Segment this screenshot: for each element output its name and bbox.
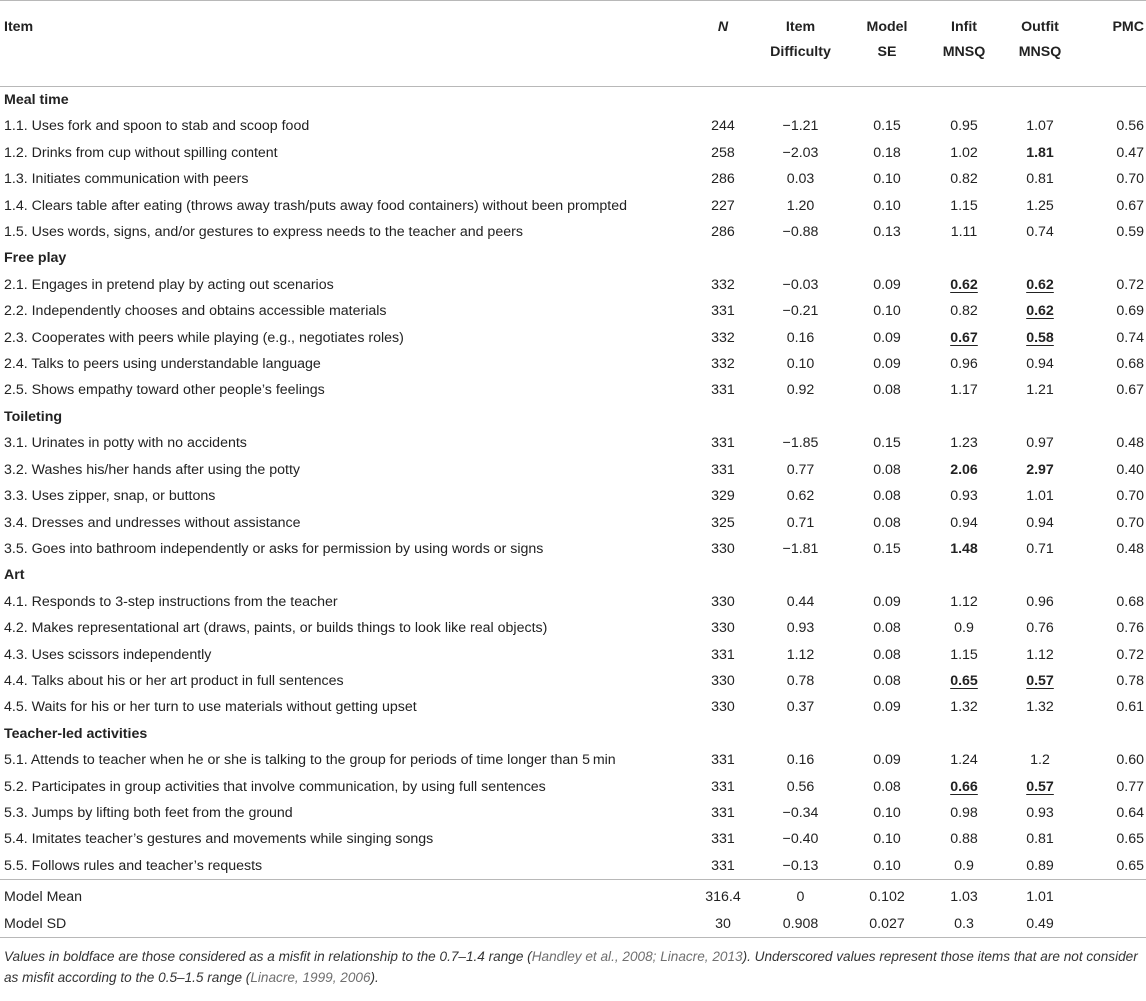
infit-mnsq-value: 0.96 [950, 356, 978, 373]
n-value: 286 [711, 224, 735, 241]
infit-mnsq: 0.3 [926, 911, 1002, 938]
pmc-value: 0.61 [1116, 699, 1144, 716]
infit-mnsq [926, 694, 1002, 720]
outfit-mnsq-value: 0.89 [1026, 857, 1054, 874]
n-value: 331 [711, 857, 735, 874]
difficulty-value: 0.37 [786, 699, 815, 716]
pmc-value: 0.47 [1116, 144, 1144, 161]
infit-mnsq-value: 0.82 [950, 303, 978, 320]
model-se-value: 0.027 [848, 911, 926, 938]
item-description: 1.2. Drinks from cup without spilling content [4, 144, 278, 161]
difficulty-value: 0.16 [786, 329, 815, 346]
infit-mnsq [926, 325, 1002, 351]
outfit-mnsq [1002, 483, 1078, 509]
item-description: 1.1. Uses fork and spoon to stab and scoop food [4, 118, 310, 135]
outfit-mnsq [1002, 853, 1078, 880]
header-infit: Infit MNSQ [926, 1, 1002, 87]
pmc-value: 0.78 [1116, 672, 1144, 689]
n-value: 325 [711, 514, 735, 531]
model-se-value: 0.08 [873, 488, 901, 505]
n-value: 316.4 [693, 880, 753, 911]
table-header [0, 1, 1146, 87]
infit-mnsq-value: 0.66 [950, 778, 978, 795]
infit-mnsq [926, 642, 1002, 668]
n-value: 330 [711, 672, 735, 689]
infit-mnsq [926, 853, 1002, 880]
n-value: 330 [711, 593, 735, 610]
outfit-mnsq [1002, 377, 1078, 403]
infit-mnsq [926, 140, 1002, 166]
infit-mnsq-value: 0.62 [950, 276, 978, 293]
infit-mnsq [926, 747, 1002, 773]
section-heading-row [0, 404, 1146, 430]
outfit-mnsq-value: 0.94 [1026, 356, 1054, 373]
infit-mnsq-value: 1.11 [950, 224, 978, 241]
summary-label: Model Mean [0, 880, 693, 911]
infit-mnsq [926, 536, 1002, 562]
n-value: 329 [711, 488, 735, 505]
table-row [0, 800, 1146, 826]
table-row [0, 140, 1146, 166]
table-row [0, 351, 1146, 377]
table-row [0, 694, 1146, 720]
infit-mnsq [926, 800, 1002, 826]
outfit-mnsq-value: 1.81 [1026, 144, 1054, 161]
model-se-value: 0.08 [873, 778, 901, 795]
citation-link[interactable]: Handley et al., 2008; Linacre, 2013 [531, 949, 743, 964]
item-description: 1.5. Uses words, signs, and/or gestures to express needs to the teacher and peers [4, 224, 523, 241]
outfit-mnsq [1002, 457, 1078, 483]
model-se-value: 0.10 [873, 804, 901, 821]
n-value: 331 [711, 435, 735, 452]
table-row [0, 853, 1146, 880]
outfit-mnsq-value: 1.12 [1026, 646, 1054, 663]
infit-mnsq-value: 1.23 [950, 435, 978, 452]
model-se-value: 0.15 [873, 540, 901, 557]
difficulty-value: −0.13 [782, 857, 819, 874]
infit-mnsq [926, 272, 1002, 298]
item-description: 4.3. Uses scissors independently [4, 646, 212, 663]
n-value: 332 [711, 356, 735, 373]
n-value: 227 [711, 197, 735, 214]
outfit-mnsq-value: 1.25 [1026, 197, 1054, 214]
outfit-mnsq-value: 0.58 [1026, 329, 1054, 346]
outfit-mnsq [1002, 615, 1078, 641]
outfit-mnsq-value: 0.81 [1026, 171, 1054, 188]
n-value: 332 [711, 276, 735, 293]
outfit-mnsq [1002, 113, 1078, 139]
outfit-mnsq [1002, 642, 1078, 668]
outfit-mnsq: 0.49 [1002, 911, 1078, 938]
pmc-value: 0.48 [1116, 540, 1144, 557]
pmc-value: 0.72 [1116, 276, 1144, 293]
pmc-value: 0.64 [1116, 804, 1144, 821]
outfit-mnsq [1002, 536, 1078, 562]
outfit-mnsq: 1.01 [1002, 880, 1078, 911]
infit-mnsq [926, 298, 1002, 324]
summary-label: Model SD [0, 911, 693, 938]
difficulty-value: −1.85 [782, 435, 819, 452]
item-description: 3.4. Dresses and undresses without assistance [4, 514, 301, 531]
infit-mnsq-value: 0.65 [950, 672, 978, 689]
table-row [0, 298, 1146, 324]
model-se-value: 0.09 [873, 593, 901, 610]
outfit-mnsq [1002, 747, 1078, 773]
section-title: Toileting [4, 408, 63, 425]
item-description: 5.1. Attends to teacher when he or she is talking to the group for periods of time longer than 5 min [4, 752, 616, 769]
item-description: 4.1. Responds to 3-step instructions from the teacher [4, 593, 338, 610]
pmc-value: 0.74 [1116, 329, 1144, 346]
n-value: 330 [711, 620, 735, 637]
n-value: 331 [711, 646, 735, 663]
difficulty-value: 0.62 [786, 488, 815, 505]
model-se-value: 0.09 [873, 356, 901, 373]
section-heading-row [0, 87, 1146, 114]
outfit-mnsq-value: 1.01 [1026, 488, 1054, 505]
infit-mnsq-value: 0.82 [950, 171, 978, 188]
n-value: 258 [711, 144, 735, 161]
outfit-mnsq-value: 0.96 [1026, 593, 1054, 610]
infit-mnsq-value: 0.94 [950, 514, 978, 531]
difficulty-value: 0.16 [786, 752, 815, 769]
difficulty-value: −1.21 [782, 118, 819, 135]
difficulty-value: 0 [753, 880, 848, 911]
outfit-mnsq-value: 0.71 [1026, 540, 1054, 557]
model-se-value: 0.18 [873, 144, 901, 161]
outfit-mnsq [1002, 589, 1078, 615]
outfit-mnsq-value: 1.32 [1026, 699, 1054, 716]
table-row [0, 668, 1146, 694]
pmc-value: 0.65 [1116, 831, 1144, 848]
outfit-mnsq [1002, 430, 1078, 456]
model-se-value: 0.09 [873, 276, 901, 293]
table-row [0, 774, 1146, 800]
infit-mnsq-value: 1.48 [950, 540, 978, 557]
item-description: 4.2. Makes representational art (draws, paints, or builds things to look like real objects) [4, 620, 548, 637]
infit-mnsq-value: 1.02 [950, 144, 978, 161]
outfit-mnsq-value: 0.97 [1026, 435, 1054, 452]
outfit-mnsq-value: 0.62 [1026, 276, 1054, 293]
infit-mnsq-value: 1.15 [950, 646, 978, 663]
n-value: 244 [711, 118, 735, 135]
section-title: Free play [4, 250, 67, 267]
model-se-value: 0.09 [873, 752, 901, 769]
model-se-value: 0.09 [873, 329, 901, 346]
outfit-mnsq [1002, 140, 1078, 166]
difficulty-value: 0.56 [786, 778, 815, 795]
model-se-value: 0.08 [873, 514, 901, 531]
pmc-value [1078, 880, 1146, 911]
table-row [0, 457, 1146, 483]
difficulty-value: −2.03 [782, 144, 819, 161]
table-row [0, 193, 1146, 219]
outfit-mnsq [1002, 510, 1078, 536]
infit-mnsq-value: 0.98 [950, 804, 978, 821]
outfit-mnsq [1002, 166, 1078, 192]
table-row [0, 589, 1146, 615]
item-description: 2.1. Engages in pretend play by acting out scenarios [4, 276, 334, 293]
item-description: 3.1. Urinates in potty with no accidents [4, 435, 247, 452]
infit-mnsq [926, 668, 1002, 694]
pmc-value: 0.70 [1116, 514, 1144, 531]
outfit-mnsq-value: 0.81 [1026, 831, 1054, 848]
item-description: 5.3. Jumps by lifting both feet from the ground [4, 804, 293, 821]
table-row [0, 615, 1146, 641]
table-row [0, 272, 1146, 298]
outfit-mnsq [1002, 325, 1078, 351]
model-se-value: 0.08 [873, 620, 901, 637]
table-row [0, 325, 1146, 351]
table-row [0, 642, 1146, 668]
section-heading-row [0, 721, 1146, 747]
n-value: 331 [711, 382, 735, 399]
outfit-mnsq [1002, 774, 1078, 800]
summary-row [0, 911, 1146, 938]
difficulty-value: −0.34 [782, 804, 819, 821]
table-row [0, 166, 1146, 192]
outfit-mnsq-value: 1.2 [1030, 752, 1050, 769]
difficulty-value: −1.81 [782, 540, 819, 557]
outfit-mnsq-value: 0.57 [1026, 672, 1054, 689]
n-value: 331 [711, 752, 735, 769]
difficulty-value: 0.908 [753, 911, 848, 938]
infit-mnsq-value: 0.95 [950, 118, 978, 135]
pmc-value: 0.67 [1116, 197, 1144, 214]
item-description: 1.3. Initiates communication with peers [4, 171, 249, 188]
section-title: Meal time [4, 92, 69, 108]
model-se-value: 0.08 [873, 382, 901, 399]
outfit-mnsq [1002, 826, 1078, 852]
section-heading-row [0, 245, 1146, 271]
difficulty-value: −0.88 [782, 224, 819, 241]
pmc-value: 0.77 [1116, 778, 1144, 795]
infit-mnsq [926, 615, 1002, 641]
difficulty-value: 0.10 [786, 356, 815, 373]
section-title: Teacher-led activities [4, 725, 148, 742]
outfit-mnsq-value: 1.07 [1026, 118, 1054, 135]
section-heading-row [0, 562, 1146, 588]
item-description: 2.2. Independently chooses and obtains accessible materials [4, 303, 387, 320]
difficulty-value: 1.20 [786, 197, 815, 214]
infit-mnsq-value: 1.12 [950, 593, 978, 610]
model-se-value: 0.08 [873, 672, 901, 689]
model-se-value: 0.102 [848, 880, 926, 911]
table-row [0, 113, 1146, 139]
outfit-mnsq [1002, 668, 1078, 694]
difficulty-value: 1.12 [786, 646, 815, 663]
outfit-mnsq-value: 0.93 [1026, 804, 1054, 821]
outfit-mnsq-value: 0.76 [1026, 620, 1054, 637]
model-se-value: 0.10 [873, 171, 901, 188]
model-se-value: 0.09 [873, 699, 901, 716]
summary-row [0, 880, 1146, 911]
pmc-value: 0.70 [1116, 488, 1144, 505]
pmc-value [1078, 911, 1146, 938]
infit-mnsq [926, 826, 1002, 852]
pmc-value: 0.67 [1116, 382, 1144, 399]
item-description: 2.5. Shows empathy toward other people’s feelings [4, 382, 325, 399]
n-value: 331 [711, 303, 735, 320]
pmc-value: 0.65 [1116, 857, 1144, 874]
header-model-se: Model SE [848, 1, 926, 87]
infit-mnsq-value: 1.15 [950, 197, 978, 214]
n-value: 286 [711, 171, 735, 188]
model-se-value: 0.08 [873, 461, 901, 478]
pmc-value: 0.72 [1116, 646, 1144, 663]
model-se-value: 0.10 [873, 303, 901, 320]
item-description: 2.4. Talks to peers using understandable language [4, 356, 321, 373]
model-se-value: 0.15 [873, 435, 901, 452]
table-row [0, 219, 1146, 245]
header-difficulty: Item Difficulty [753, 1, 848, 87]
infit-mnsq-value: 2.06 [950, 461, 978, 478]
n-value: 30 [693, 911, 753, 938]
outfit-mnsq [1002, 800, 1078, 826]
section-title: Art [4, 567, 25, 584]
pmc-value: 0.40 [1116, 461, 1144, 478]
outfit-mnsq-value: 0.94 [1026, 514, 1054, 531]
difficulty-value: −0.03 [782, 276, 819, 293]
infit-mnsq-value: 0.9 [954, 857, 974, 874]
difficulty-value: 0.03 [786, 171, 815, 188]
infit-mnsq-value: 0.67 [950, 329, 978, 346]
infit-mnsq [926, 351, 1002, 377]
infit-mnsq [926, 219, 1002, 245]
table-body [0, 87, 1146, 938]
difficulty-value: 0.71 [786, 514, 815, 531]
item-description: 5.4. Imitates teacher’s gestures and movements while singing songs [4, 831, 434, 848]
pmc-value: 0.76 [1116, 620, 1144, 637]
outfit-mnsq [1002, 694, 1078, 720]
header-n: N [693, 1, 753, 87]
infit-mnsq [926, 113, 1002, 139]
pmc-value: 0.68 [1116, 356, 1144, 373]
n-value: 332 [711, 329, 735, 346]
n-value: 331 [711, 804, 735, 821]
difficulty-value: 0.78 [786, 672, 815, 689]
outfit-mnsq-value: 0.57 [1026, 778, 1054, 795]
pmc-value: 0.69 [1116, 303, 1144, 320]
item-description: 3.2. Washes his/her hands after using the potty [4, 461, 301, 478]
pmc-value: 0.70 [1116, 171, 1144, 188]
table-row [0, 510, 1146, 536]
item-description: 5.2. Participates in group activities that involve communication, by using full sentences [4, 778, 546, 795]
model-se-value: 0.10 [873, 831, 901, 848]
infit-mnsq [926, 430, 1002, 456]
infit-mnsq-value: 1.24 [950, 752, 978, 769]
infit-mnsq [926, 589, 1002, 615]
infit-mnsq-value: 0.93 [950, 488, 978, 505]
header-item: Item [0, 1, 693, 87]
table-row [0, 536, 1146, 562]
item-description: 1.4. Clears table after eating (throws away trash/puts away food containers) without been prompted [4, 197, 628, 214]
outfit-mnsq-value: 2.97 [1026, 461, 1054, 478]
outfit-mnsq-value: 0.62 [1026, 303, 1054, 320]
outfit-mnsq-value: 1.21 [1026, 382, 1054, 399]
outfit-mnsq [1002, 193, 1078, 219]
pmc-value: 0.60 [1116, 752, 1144, 769]
item-description: 4.4. Talks about his or her art product in full sentences [4, 672, 344, 689]
n-value: 330 [711, 540, 735, 557]
n-value: 331 [711, 461, 735, 478]
infit-mnsq-value: 0.9 [954, 620, 974, 637]
infit-mnsq [926, 774, 1002, 800]
infit-mnsq [926, 483, 1002, 509]
difficulty-value: 0.77 [786, 461, 815, 478]
model-se-value: 0.13 [873, 224, 901, 241]
outfit-mnsq [1002, 219, 1078, 245]
header-outfit: Outfit MNSQ [1002, 1, 1078, 87]
model-se-value: 0.10 [873, 197, 901, 214]
pmc-value: 0.48 [1116, 435, 1144, 452]
infit-mnsq-value: 1.17 [950, 382, 978, 399]
n-value: 331 [711, 831, 735, 848]
infit-mnsq: 1.03 [926, 880, 1002, 911]
model-se-value: 0.15 [873, 118, 901, 135]
item-description: 2.3. Cooperates with peers while playing (e.g., negotiates roles) [4, 329, 404, 346]
table-row [0, 747, 1146, 773]
difficulty-value: −0.21 [782, 303, 819, 320]
item-description: 3.3. Uses zipper, snap, or buttons [4, 488, 216, 505]
table-row [0, 377, 1146, 403]
citation-link[interactable]: Linacre, 1999, 2006 [250, 970, 371, 985]
outfit-mnsq-value: 0.74 [1026, 224, 1054, 241]
table-row [0, 430, 1146, 456]
outfit-mnsq [1002, 298, 1078, 324]
difficulty-value: −0.40 [782, 831, 819, 848]
infit-mnsq [926, 377, 1002, 403]
infit-mnsq [926, 193, 1002, 219]
infit-mnsq [926, 166, 1002, 192]
n-value: 330 [711, 699, 735, 716]
table-row [0, 483, 1146, 509]
outfit-mnsq [1002, 351, 1078, 377]
model-se-value: 0.08 [873, 646, 901, 663]
item-description: 3.5. Goes into bathroom independently or asks for permission by using words or signs [4, 540, 544, 557]
infit-mnsq-value: 0.88 [950, 831, 978, 848]
pmc-value: 0.56 [1116, 118, 1144, 135]
model-se-value: 0.10 [873, 857, 901, 874]
pmc-value: 0.59 [1116, 224, 1144, 241]
difficulty-value: 0.93 [786, 620, 815, 637]
header-pmc: PMC [1078, 1, 1146, 87]
n-value: 331 [711, 778, 735, 795]
difficulty-value: 0.92 [786, 382, 815, 399]
pmc-value: 0.68 [1116, 593, 1144, 610]
infit-mnsq-value: 1.32 [950, 699, 978, 716]
difficulty-value: 0.44 [786, 593, 815, 610]
item-description: 4.5. Waits for his or her turn to use materials without getting upset [4, 699, 417, 716]
outfit-mnsq [1002, 272, 1078, 298]
item-description: 5.5. Follows rules and teacher’s requests [4, 857, 263, 874]
infit-mnsq [926, 457, 1002, 483]
infit-mnsq [926, 510, 1002, 536]
table-footnote: Values in boldface are those considered as a misfit in relationship to the 0.7–1.4 range (Handley et al., 2008; Linacre, 2013). Underscored values represent those items that are not consider as misfit according to the 0.5–1.5 range (Linacre, 1999, 2006). [4, 949, 1138, 985]
table-row [0, 826, 1146, 852]
